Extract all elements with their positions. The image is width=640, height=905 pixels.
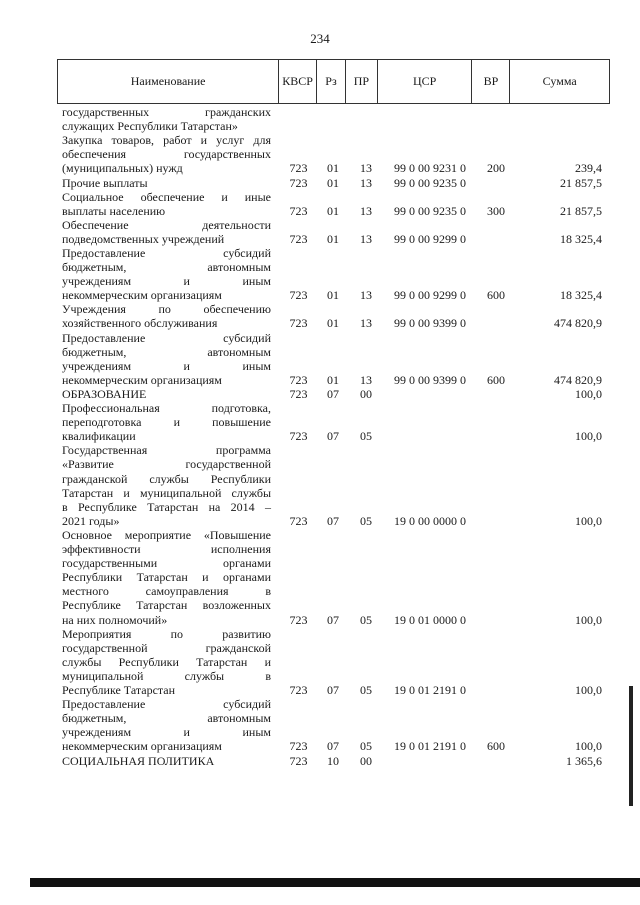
cell-rz: 10 — [327, 753, 339, 768]
cell-kvsr: 723 — [289, 753, 308, 768]
row-name-line: службы Республики Татарстан и — [62, 654, 271, 669]
row-name-line: (муниципальных) нужд — [62, 161, 183, 176]
cell-rz: 01 — [327, 203, 339, 218]
row-name-line: Профессиональная подготовка, — [62, 401, 271, 416]
table-row — [0, 401, 640, 443]
column-header-csr: ЦСР — [378, 60, 473, 103]
row-name-line: бюджетным, автономным — [62, 711, 271, 726]
column-header-kvsr: КВСР — [279, 60, 317, 103]
row-name-line: Мероприятия по развитию — [62, 626, 271, 641]
cell-sum: 100,0 — [575, 612, 602, 627]
table-header — [57, 59, 610, 104]
row-name-line: местного самоуправления в — [62, 584, 271, 599]
row-name — [62, 331, 271, 387]
row-name-line: Предоставление субсидий — [62, 697, 271, 712]
cell-pr: 00 — [360, 387, 372, 401]
row-name-line: выплаты населению — [62, 203, 166, 218]
row-name-line: учреждениям и иным — [62, 725, 271, 740]
row-name-line: государственных гражданских — [62, 105, 271, 119]
row-name — [62, 443, 271, 528]
scan-bottom-edge — [30, 878, 640, 887]
scan-edge-mark — [629, 686, 633, 806]
table-row — [0, 443, 640, 528]
row-name-line: некоммерческим организациям — [62, 739, 222, 754]
cell-csr: 99 0 00 9235 0 — [394, 203, 466, 218]
row-name-line: Прочие выплаты — [62, 175, 148, 190]
row-name-line: Республике Татарстан возложенных — [62, 598, 271, 613]
cell-rz: 01 — [327, 231, 339, 246]
row-name-line: ОБРАЗОВАНИЕ — [62, 387, 147, 401]
row-name-line: государственными органами — [62, 556, 271, 571]
row-name-line: квалификации — [62, 429, 136, 444]
cell-vr: 200 — [487, 161, 505, 176]
cell-sum: 100,0 — [575, 513, 602, 528]
cell-kvsr: 723 — [289, 175, 308, 190]
cell-sum: 239,4 — [575, 161, 602, 176]
cell-kvsr: 723 — [289, 429, 308, 444]
column-header-rz: Рз — [317, 60, 346, 103]
cell-csr: 99 0 00 9299 0 — [394, 288, 466, 303]
row-name-line: государственной гражданской — [62, 640, 271, 655]
cell-pr: 13 — [360, 288, 372, 303]
table-row — [0, 627, 640, 698]
table-row — [0, 387, 640, 401]
table-row — [0, 754, 640, 768]
row-name-line: переподготовка и повышение — [62, 415, 271, 430]
cell-pr: 13 — [360, 372, 372, 387]
row-name — [62, 176, 271, 190]
row-name-line: Основное мероприятие «Повышение — [62, 528, 271, 542]
table-row — [0, 697, 640, 753]
row-name-line: Татарстан и муниципальной службы — [62, 485, 271, 500]
cell-sum: 474 820,9 — [554, 316, 602, 331]
table-row — [0, 331, 640, 387]
row-name-line: Предоставление субсидий — [62, 330, 271, 345]
table-row — [0, 105, 640, 133]
row-name — [62, 246, 271, 302]
row-name-line: подведомственных учреждений — [62, 231, 225, 246]
cell-pr: 13 — [360, 161, 372, 176]
row-name-line: Предоставление субсидий — [62, 246, 271, 260]
row-name — [62, 105, 271, 133]
row-name — [62, 401, 271, 443]
cell-csr: 19 0 01 2191 0 — [394, 683, 466, 698]
cell-kvsr: 723 — [289, 231, 308, 246]
row-name — [62, 133, 271, 175]
cell-pr: 05 — [360, 429, 372, 444]
cell-kvsr: 723 — [289, 161, 308, 176]
cell-pr: 13 — [360, 231, 372, 246]
cell-csr: 99 0 00 9235 0 — [394, 175, 466, 190]
row-name — [62, 190, 271, 218]
cell-pr: 13 — [360, 203, 372, 218]
row-name — [62, 754, 271, 768]
cell-rz: 07 — [327, 513, 339, 528]
table-row — [0, 176, 640, 190]
row-name-line: СОЦИАЛЬНАЯ ПОЛИТИКА — [62, 753, 215, 768]
cell-sum: 18 325,4 — [560, 231, 602, 246]
cell-kvsr: 723 — [289, 316, 308, 331]
row-name — [62, 627, 271, 697]
cell-pr: 05 — [360, 612, 372, 627]
page-number: 234 — [310, 31, 330, 46]
row-name-line: эффективности исполнения — [62, 542, 271, 557]
cell-vr: 600 — [487, 372, 505, 387]
cell-sum: 1 365,6 — [566, 753, 602, 768]
row-name-line: муниципальной службы в — [62, 668, 271, 683]
cell-sum: 18 325,4 — [560, 288, 602, 303]
row-name-line: учреждениям и иным — [62, 274, 271, 289]
cell-pr: 00 — [360, 753, 372, 768]
row-name-line: некоммерческим организациям — [62, 288, 222, 303]
table-row — [0, 528, 640, 627]
cell-rz: 07 — [327, 739, 339, 754]
row-name-line: «Развитие государственной — [62, 457, 271, 472]
cell-sum: 21 857,5 — [560, 203, 602, 218]
cell-rz: 07 — [327, 429, 339, 444]
row-name — [62, 218, 271, 246]
cell-csr: 99 0 00 9399 0 — [394, 316, 466, 331]
cell-pr: 13 — [360, 316, 372, 331]
row-name-line: обеспечения государственных — [62, 147, 271, 162]
table-row — [0, 133, 640, 175]
row-name-line: Республики Татарстан и органами — [62, 570, 271, 585]
cell-rz: 07 — [327, 612, 339, 627]
row-name-line: Учреждения по обеспечению — [62, 302, 271, 317]
row-name-line: в Республике Татарстан на 2014 – — [62, 499, 271, 514]
row-name-line: Закупка товаров, работ и услуг для — [62, 133, 271, 148]
row-name — [62, 528, 271, 627]
cell-kvsr: 723 — [289, 203, 308, 218]
cell-kvsr: 723 — [289, 372, 308, 387]
row-name-line: гражданской службы Республики — [62, 471, 271, 486]
cell-rz: 01 — [327, 175, 339, 190]
cell-kvsr: 723 — [289, 288, 308, 303]
cell-kvsr: 723 — [289, 683, 308, 698]
row-name-line: бюджетным, автономным — [62, 344, 271, 359]
cell-rz: 01 — [327, 161, 339, 176]
cell-csr: 99 0 00 9399 0 — [394, 372, 466, 387]
column-header-vr: ВР — [472, 60, 510, 103]
row-name — [62, 697, 271, 753]
cell-kvsr: 723 — [289, 612, 308, 627]
cell-sum: 100,0 — [575, 429, 602, 444]
row-name-line: Государственная программа — [62, 443, 271, 458]
cell-rz: 01 — [327, 316, 339, 331]
column-header-name: Наименование — [58, 60, 279, 103]
table-row — [0, 190, 640, 218]
table-row — [0, 246, 640, 302]
cell-csr: 19 0 00 0000 0 — [394, 513, 466, 528]
cell-sum: 474 820,9 — [554, 372, 602, 387]
cell-vr: 600 — [487, 739, 505, 754]
cell-csr: 19 0 01 2191 0 — [394, 739, 466, 754]
column-header-pr: ПР — [346, 60, 378, 103]
row-name-line: 2021 годы» — [62, 513, 120, 528]
row-name-line: бюджетным, автономным — [62, 260, 271, 275]
cell-rz: 01 — [327, 288, 339, 303]
cell-sum: 21 857,5 — [560, 175, 602, 190]
row-name-line: на них полномочий» — [62, 612, 168, 627]
row-name-line: учреждениям и иным — [62, 358, 271, 373]
row-name-line: хозяйственного обслуживания — [62, 316, 218, 331]
cell-pr: 05 — [360, 683, 372, 698]
row-name-line: Социальное обеспечение и иные — [62, 189, 271, 204]
cell-kvsr: 723 — [289, 513, 308, 528]
cell-csr: 99 0 00 9231 0 — [394, 161, 466, 176]
cell-sum: 100,0 — [575, 387, 602, 401]
table-row — [0, 218, 640, 246]
cell-pr: 05 — [360, 513, 372, 528]
row-name — [62, 302, 271, 330]
cell-rz: 07 — [327, 683, 339, 698]
cell-sum: 100,0 — [575, 683, 602, 698]
row-name — [62, 387, 271, 401]
cell-sum: 100,0 — [575, 739, 602, 754]
cell-rz: 07 — [327, 387, 339, 401]
cell-csr: 99 0 00 9299 0 — [394, 231, 466, 246]
row-name-line: служащих Республики Татарстан» — [62, 119, 238, 134]
cell-csr: 19 0 01 0000 0 — [394, 612, 466, 627]
row-name-line: некоммерческим организациям — [62, 372, 222, 387]
cell-kvsr: 723 — [289, 387, 308, 401]
cell-pr: 13 — [360, 175, 372, 190]
column-header-sum: Сумма — [542, 74, 577, 88]
cell-pr: 05 — [360, 739, 372, 754]
row-name-line: Обеспечение деятельности — [62, 217, 271, 232]
cell-kvsr: 723 — [289, 739, 308, 754]
cell-vr: 300 — [487, 203, 505, 218]
table-row — [0, 302, 640, 330]
cell-rz: 01 — [327, 372, 339, 387]
row-name-line: Республике Татарстан — [62, 683, 176, 698]
cell-vr: 600 — [487, 288, 505, 303]
